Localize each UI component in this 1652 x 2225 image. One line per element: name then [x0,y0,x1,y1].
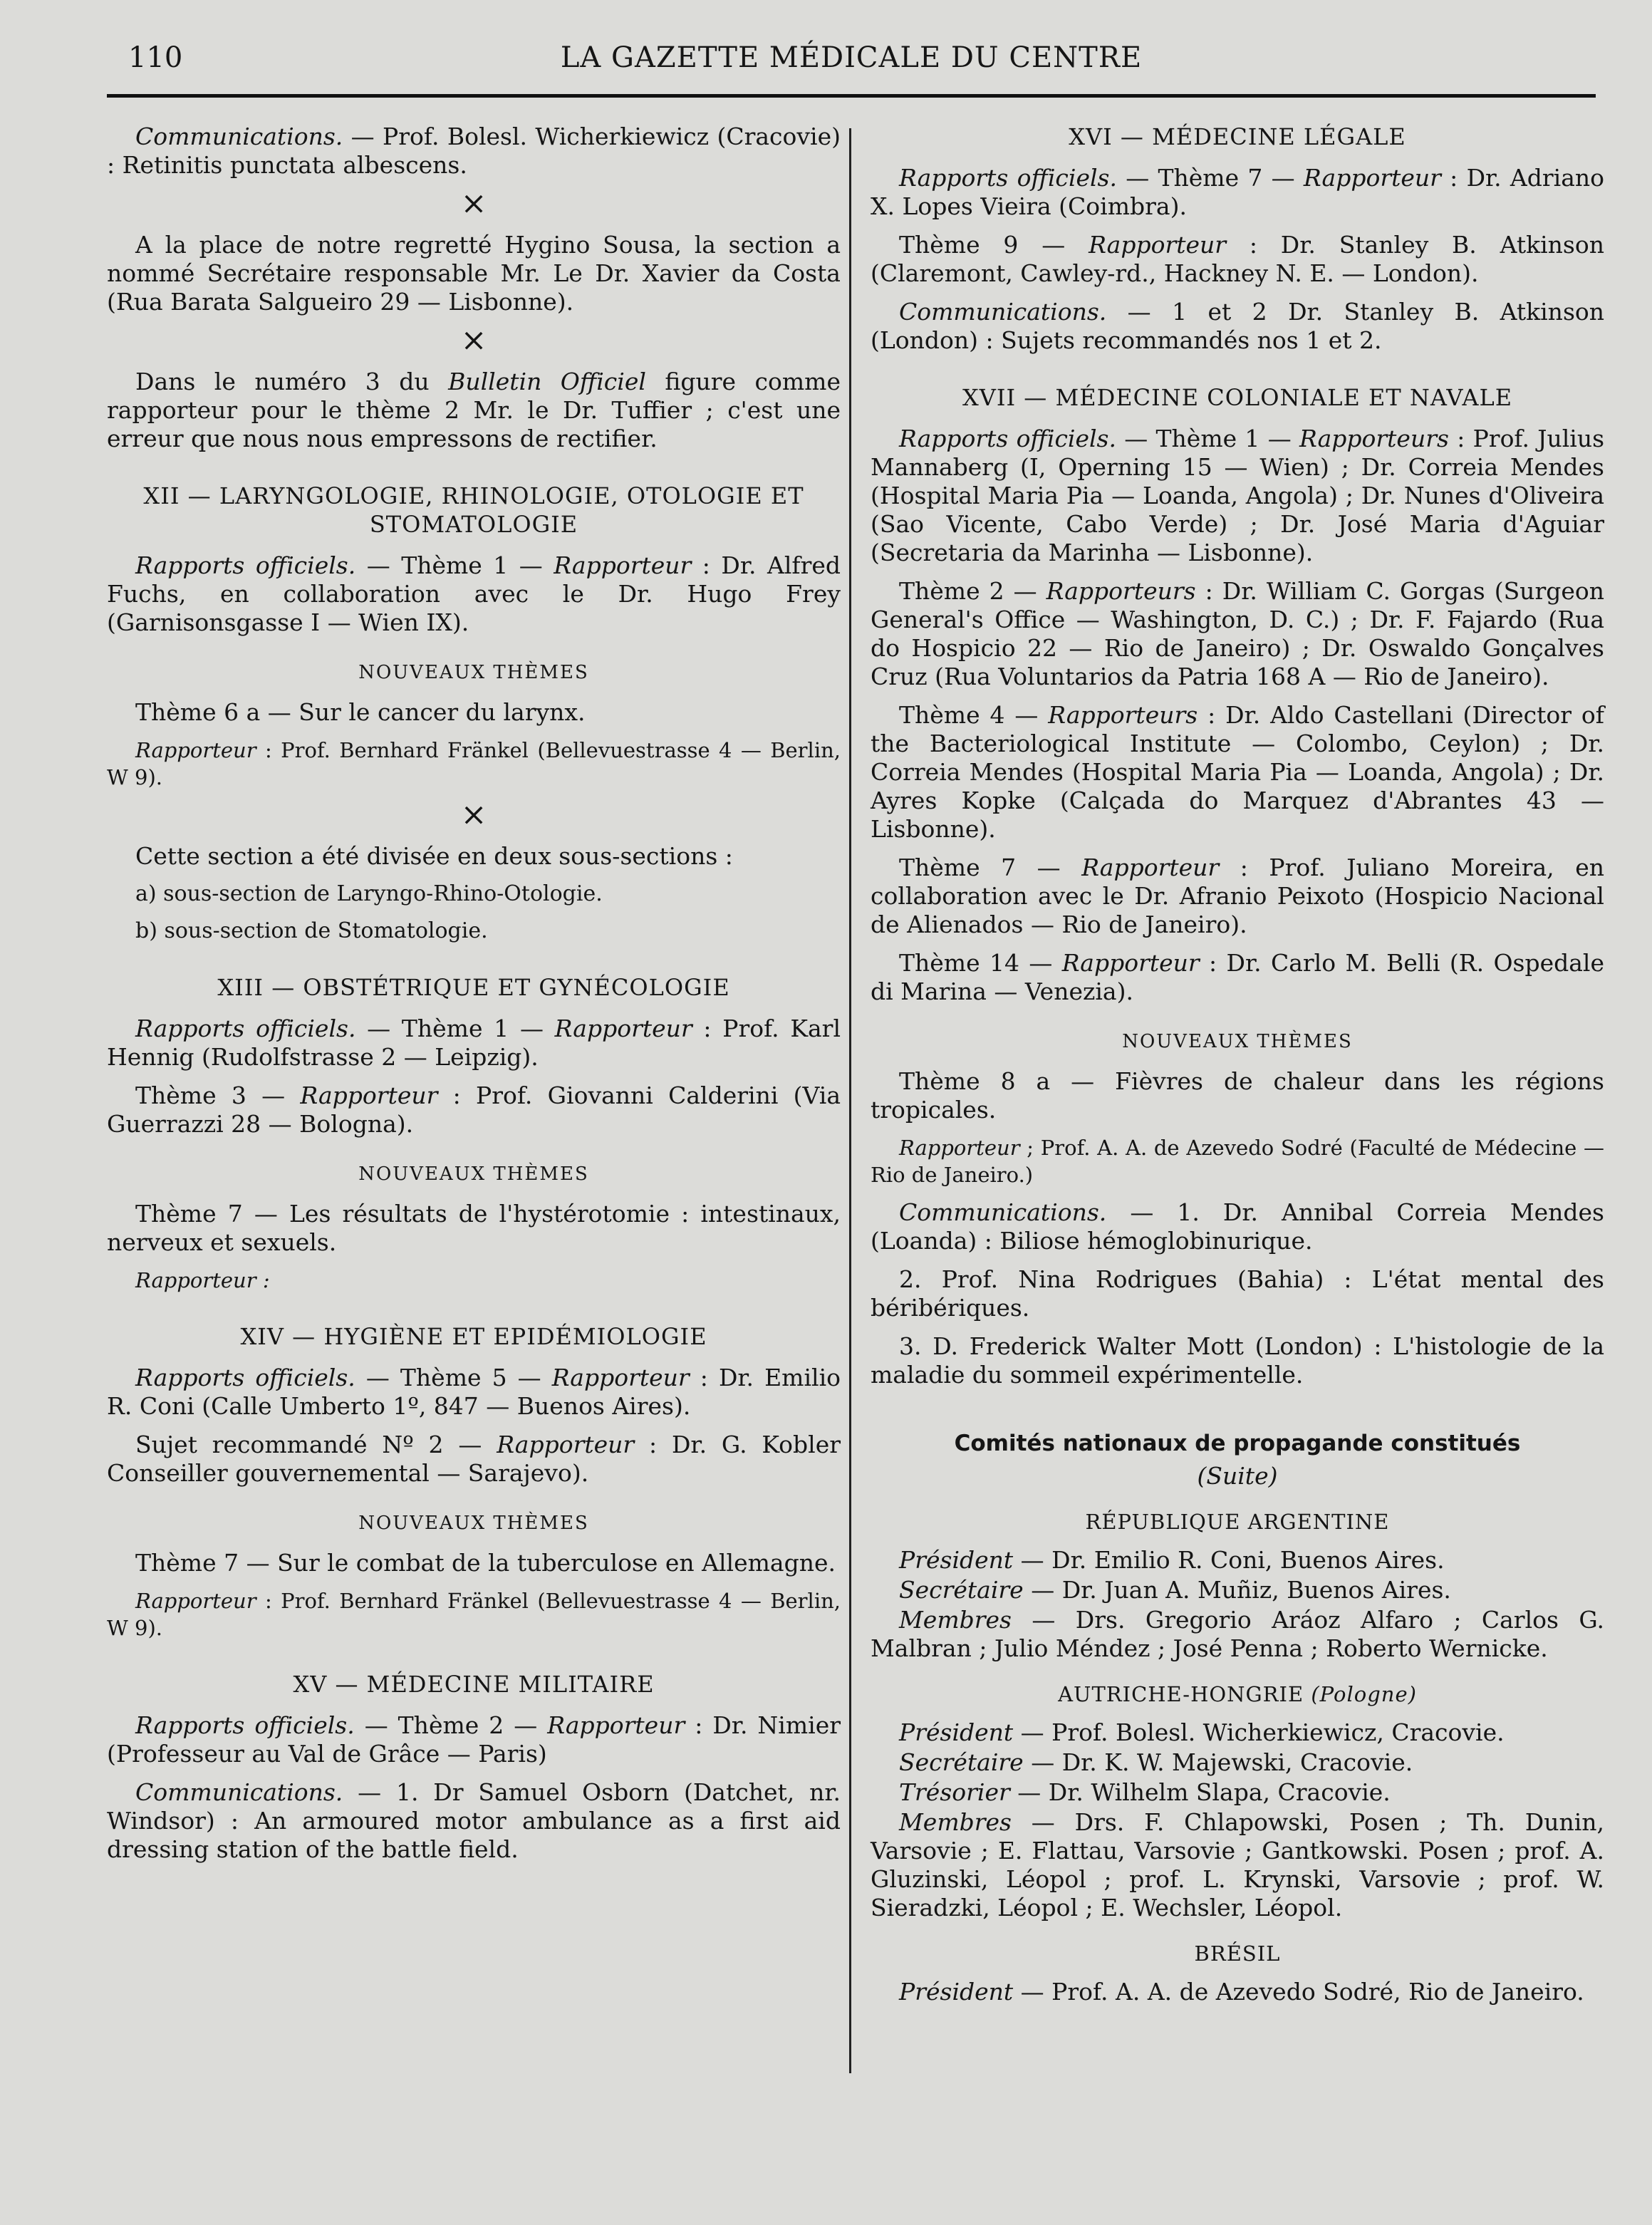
committees-heading: Comités nationaux de propagande constitués [954,1431,1521,1456]
section-heading: XVII — MÉDECINE COLONIALE ET NAVALE [962,384,1513,411]
paragraph: Rapporteur ; Prof. A. A. de Azevedo Sodré (Faculté de Médecine — Rio de Janeiro.) [871,1136,1604,1187]
paragraph: Dans le numéro 3 du Bulletin Officiel figure comme rapporteur pour le thème 2 Mr. le Dr. Tuffier ; c'est une erreur que nous nous empressons de rectifier. [107,368,841,452]
paragraph: Rapports officiels. — Thème 1 — Rapporteur : Dr. Alfred Fuchs, en collaboration avec le Dr. Hugo Frey (Garnisonsgasse I — Wien IX). [107,551,841,636]
paragraph: A la place de notre regretté Hygino Sousa, la section a nommé Secrétaire responsable Mr. Le Dr. Xavier da Costa (Rua Barata Salgueiro 29 — Lisbonne). [107,231,841,316]
paragraph: Rapporteur : [135,1268,270,1292]
committee-line: Président — Prof. Bolesl. Wicherkiewicz, Cracovie. [899,1718,1505,1746]
paragraph: Communications. — Prof. Bolesl. Wicherkiewicz (Cracovie) : Retinitis punctata albescens. [107,123,841,179]
paragraph: 3. D. Frederick Walter Mott (London) : L'histologie de la maladie du sommeil expérimentelle. [871,1332,1604,1389]
separator-mark: × [460,322,487,358]
paragraph: Communications. — 1 et 2 Dr. Stanley B. Atkinson (London) : Sujets recommandés nos 1 et 2. [871,298,1604,354]
country-heading: RÉPUBLIQUE ARGENTINE [1085,1510,1390,1534]
section-heading: XII — LARYNGOLOGIE, RHINOLOGIE, OTOLOGIE ET STOMATOLOGIE [143,482,804,538]
committee-line: Trésorier — Dr. Wilhelm Slapa, Cracovie. [899,1778,1391,1806]
subsection-heading: NOUVEAUX THÈMES [358,1163,589,1185]
paragraph: Cette section a été divisée en deux sous-sections : [135,842,733,870]
paragraph: Thème 2 — Rapporteurs : Dr. William C. Gorgas (Surgeon General's Office — Washington, D. C.) ; Dr. F. Fajardo (Rua do Hospicio 22 — Rio de Janeiro) ; Dr. Oswaldo Gonçalves Cruz (Rua Voluntarios da Patria 168 A — Rio de Janeiro). [871,577,1604,690]
paragraph: Rapports officiels. — Thème 2 — Rapporteur : Dr. Nimier (Professeur au Val de Grâce — Paris) [107,1711,841,1768]
committee-line: Président — Prof. A. A. de Azevedo Sodré, Rio de Janeiro. [899,1978,1584,2006]
section-heading: XV — MÉDECINE MILITAIRE [293,1671,655,1698]
committee-line: Président — Dr. Emilio R. Coni, Buenos Aires. [899,1546,1445,1574]
country-heading: AUTRICHE-HONGRIE (Pologne) [1058,1682,1417,1706]
section-heading: XVI — MÉDECINE LÉGALE [1069,123,1406,150]
paragraph: 2. Prof. Nina Rodrigues (Bahia) : L'état mental des béribériques. [871,1265,1604,1322]
paragraph: Thème 8 a — Fièvres de chaleur dans les régions tropicales. [871,1067,1604,1124]
page-header [107,41,1596,84]
paragraph: Rapporteur : Prof. Bernhard Fränkel (Bellevuestrasse 4 — Berlin, W 9). [107,1589,841,1640]
paragraph: Thème 7 — Les résultats de l'hystérotomie : intestinaux, nerveux et sexuels. [107,1200,841,1256]
paragraph: Rapporteur : Prof. Bernhard Fränkel (Bellevuestrasse 4 — Berlin, W 9). [107,738,841,789]
paragraph: Communications. — 1. Dr. Annibal Correia Mendes (Loanda) : Biliose hémoglobinurique. [871,1198,1604,1255]
committee-line: Membres — Drs. Gregorio Aráoz Alfaro ; Carlos G. Malbran ; Julio Méndez ; José Penna ; Roberto Wernicke. [871,1606,1604,1662]
paragraph: Thème 6 a — Sur le cancer du larynx. [135,698,586,726]
subsection-heading: NOUVEAUX THÈMES [358,1513,589,1534]
column-divider [849,128,851,2073]
paragraph: Rapports officiels. — Thème 5 — Rapporteur : Dr. Emilio R. Coni (Calle Umberto 1º, 847 — Buenos Aires). [107,1364,841,1420]
paragraph: Thème 14 — Rapporteur : Dr. Carlo M. Belli (R. Ospedale di Marina — Venezia). [871,949,1604,1005]
paragraph: Rapports officiels. — Thème 1 — Rapporteur : Prof. Karl Hennig (Rudolfstrasse 2 — Leipzig). [107,1015,841,1071]
paragraph: Communications. — 1. Dr Samuel Osborn (Datchet, nr. Windsor) : An armoured motor ambulance as a first aid dressing station of the battle field. [107,1778,841,1863]
committee-line: Secrétaire — Dr. Juan A. Muñiz, Buenos Aires. [899,1576,1451,1604]
paragraph: Thème 9 — Rapporteur : Dr. Stanley B. Atkinson (Claremont, Cawley-rd., Hackney N. E. — London). [871,231,1604,287]
subsection-heading: NOUVEAUX THÈMES [358,662,589,683]
right-column [871,123,1604,2016]
list-item: a) sous-section de Laryngo-Rhino-Otologie. [135,881,603,906]
header-rule [107,94,1596,98]
separator-mark: × [460,185,487,222]
committee-line: Secrétaire — Dr. K. W. Majewski, Cracovie. [899,1748,1413,1776]
journal-title: LA GAZETTE MÉDICALE DU CENTRE [560,41,1143,74]
paragraph: Thème 7 — Rapporteur : Prof. Juliano Moreira, en collaboration avec le Dr. Afranio Peixoto (Hospicio Nacional de Alienados — Rio de Janeiro). [871,854,1604,938]
paragraph: Thème 4 — Rapporteurs : Dr. Aldo Castellani (Director of the Bacteriological Institute — Colombo, Ceylon) ; Dr. Correia Mendes (Hospital Maria Pia — Loanda, Angola) ; Dr. Ayres Kopke (Calçada do Marquez d'Abrantes 43 — Lisbonne). [871,701,1604,843]
paragraph: Rapports officiels. — Thème 7 — Rapporteur : Dr. Adriano X. Lopes Vieira (Coimbra). [871,164,1605,220]
separator-mark: × [460,797,487,833]
paragraph: Thème 3 — Rapporteur : Prof. Giovanni Calderini (Via Guerrazzi 28 — Bologna). [107,1082,841,1138]
section-heading: XIV — HYGIÈNE ET EPIDÉMIOLOGIE [240,1323,707,1350]
country-heading: BRÉSIL [1194,1941,1281,1966]
left-column [107,123,841,1874]
paragraph: Sujet recommandé Nº 2 — Rapporteur : Dr. G. Kobler Conseiller gouvernemental — Sarajevo). [107,1431,841,1487]
paragraph: Rapports officiels. — Thème 1 — Rapporteurs : Prof. Julius Mannaberg (I, Operning 15 — Wien) ; Dr. Correia Mendes (Hospital Maria Pia — Loanda, Angola) ; Dr. Nunes d'Oliveira (Sao Vicente, Cabo Verde) ; Dr. José Maria d'Aguiar (Secretaria da Marinha — Lisbonne). [871,425,1605,566]
section-heading: XIII — OBSTÉTRIQUE ET GYNÉCOLOGIE [217,974,730,1001]
paragraph: Thème 7 — Sur le combat de la tuberculose en Allemagne. [135,1549,836,1577]
committees-suite: (Suite) [1197,1462,1278,1490]
subsection-heading: NOUVEAUX THÈMES [1122,1031,1353,1052]
list-item: b) sous-section de Stomatologie. [135,918,488,943]
committee-line: Membres — Drs. F. Chlapowski, Posen ; Th. Dunin, Varsovie ; E. Flattau, Varsovie ; Gantkowski. Posen ; prof. A. Gluzinski, Léopol ; prof. L. Krynski, Varsovie ; prof. W. Sieradzki, Léopol ; E. Wechsler, Léopol. [871,1808,1604,1921]
page-number: 110 [128,41,183,74]
